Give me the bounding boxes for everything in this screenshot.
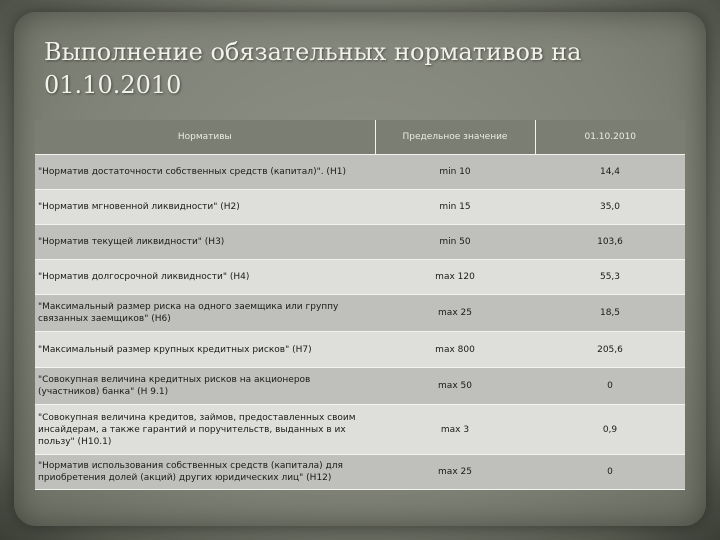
table-row [35,405,685,455]
norm-name-cell: "Совокупная величина кредитов, займов, предоставленных своим инсайдерам, а также гарантий и поручительств, выданных в их пользу" (Н10.1) [35,405,375,455]
table-row [35,260,685,295]
table-row [35,225,685,260]
limit-cell: max 25 [375,455,535,490]
value-cell: 103,6 [535,225,685,260]
norms-table [35,120,685,490]
value-cell: 55,3 [535,260,685,295]
limit-cell: max 3 [375,405,535,455]
value-cell: 0 [535,368,685,405]
value-cell: 0,9 [535,405,685,455]
limit-cell: min 50 [375,225,535,260]
norm-name-cell: "Максимальный размер крупных кредитных рисков" (Н7) [35,332,375,368]
value-cell: 14,4 [535,155,685,190]
norm-name-cell: "Норматив долгосрочной ликвидности" (Н4) [35,260,375,295]
limit-cell: min 15 [375,190,535,225]
limit-cell: max 800 [375,332,535,368]
value-cell: 18,5 [535,295,685,332]
limit-cell: min 10 [375,155,535,190]
header-date: 01.10.2010 [535,120,685,155]
table-header-row [35,120,685,155]
norm-name-cell: "Норматив достаточности собственных средств (капитал)". (Н1) [35,155,375,190]
table-row [35,455,685,490]
limit-cell: max 50 [375,368,535,405]
table-row [35,190,685,225]
value-cell: 0 [535,455,685,490]
norm-name-cell: "Максимальный размер риска на одного заемщика или группу связанных заемщиков" (Н6) [35,295,375,332]
slide-title: Выполнение обязательных нормативов на 01.10.2010 [44,38,582,99]
table-row [35,295,685,332]
norm-name-cell: "Норматив текущей ликвидности" (Н3) [35,225,375,260]
norm-name-cell: "Норматив мгновенной ликвидности" (Н2) [35,190,375,225]
norm-name-cell: "Норматив использования собственных средств (капитала) для приобретения долей (акций) других юридических лиц" (Н12) [35,455,375,490]
limit-cell: max 120 [375,260,535,295]
norm-name-cell: "Совокупная величина кредитных рисков на акционеров (участников) банка" (Н 9.1) [35,368,375,405]
value-cell: 35,0 [535,190,685,225]
value-cell: 205,6 [535,332,685,368]
table-row [35,155,685,190]
table-row [35,332,685,368]
header-norms: Нормативы [35,120,375,155]
table-row [35,368,685,405]
header-limit: Предельное значение [375,120,535,155]
limit-cell: max 25 [375,295,535,332]
